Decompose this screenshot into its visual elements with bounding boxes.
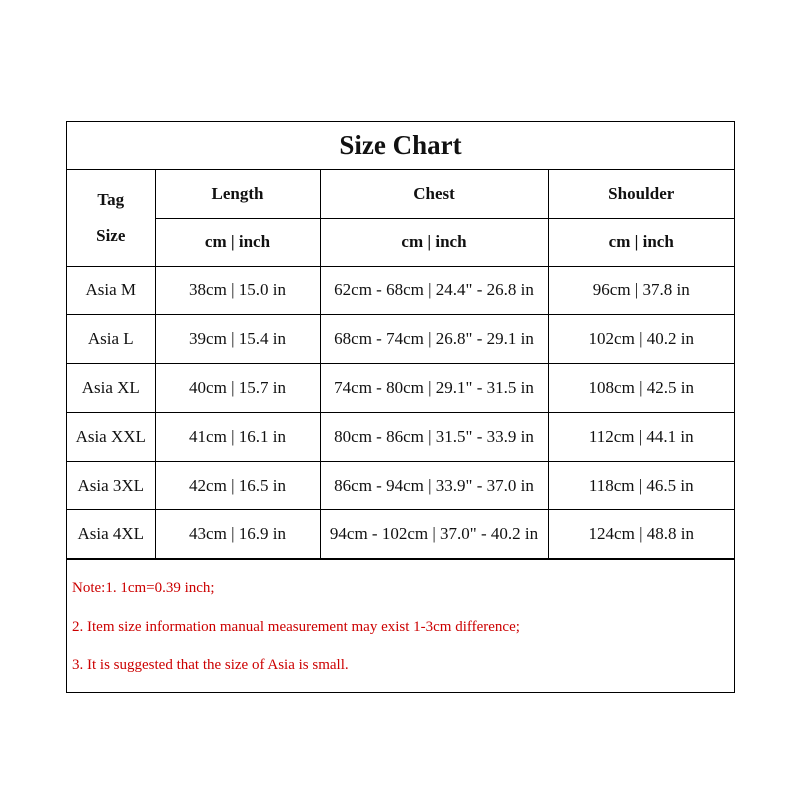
size-cell: Asia XL [67,364,155,413]
table-row [67,266,734,315]
chest-unit: cm | inch [320,218,548,266]
length-cell: 42cm | 16.5 in [155,461,320,510]
size-cell: Asia L [67,315,155,364]
chest-cell: 86cm - 94cm | 33.9" - 37.0 in [320,461,548,510]
note-3: 3. It is suggested that the size of Asia is small. [72,657,349,674]
chest-header: Chest [320,170,548,218]
length-cell: 39cm | 15.4 in [155,315,320,364]
tag-size-header [67,170,155,266]
size-table [67,170,734,559]
length-cell: 43cm | 16.9 in [155,510,320,559]
units-row [67,218,734,266]
tag-size-header-line2: Size [96,225,126,245]
shoulder-header: Shoulder [548,170,734,218]
length-header: Length [155,170,320,218]
length-cell: 41cm | 16.1 in [155,412,320,461]
length-unit: cm | inch [155,218,320,266]
note-1: Note:1. 1cm=0.39 inch; [72,580,215,597]
notes-section [67,559,734,693]
tag-size-header-line1: Tag [97,189,125,209]
shoulder-cell: 124cm | 48.8 in [548,510,734,559]
table-row [67,315,734,364]
header-row [67,170,734,218]
table-row [67,461,734,510]
shoulder-unit: cm | inch [548,218,734,266]
table-row [67,364,734,413]
chest-cell: 68cm - 74cm | 26.8" - 29.1 in [320,315,548,364]
table-row [67,510,734,559]
chest-cell: 80cm - 86cm | 31.5" - 33.9 in [320,412,548,461]
chest-cell: 62cm - 68cm | 24.4" - 26.8 in [320,266,548,315]
size-cell: Asia 3XL [67,461,155,510]
size-chart [66,121,735,693]
table-row [67,412,734,461]
chart-title: Size Chart [67,122,734,170]
length-cell: 38cm | 15.0 in [155,266,320,315]
size-cell: Asia M [67,266,155,315]
length-cell: 40cm | 15.7 in [155,364,320,413]
note-2: 2. Item size information manual measurement may exist 1-3cm difference; [72,619,520,636]
size-cell: Asia 4XL [67,510,155,559]
shoulder-cell: 102cm | 40.2 in [548,315,734,364]
size-cell: Asia XXL [67,412,155,461]
chest-cell: 94cm - 102cm | 37.0" - 40.2 in [320,510,548,559]
shoulder-cell: 118cm | 46.5 in [548,461,734,510]
chest-cell: 74cm - 80cm | 29.1" - 31.5 in [320,364,548,413]
shoulder-cell: 108cm | 42.5 in [548,364,734,413]
shoulder-cell: 112cm | 44.1 in [548,412,734,461]
shoulder-cell: 96cm | 37.8 in [548,266,734,315]
